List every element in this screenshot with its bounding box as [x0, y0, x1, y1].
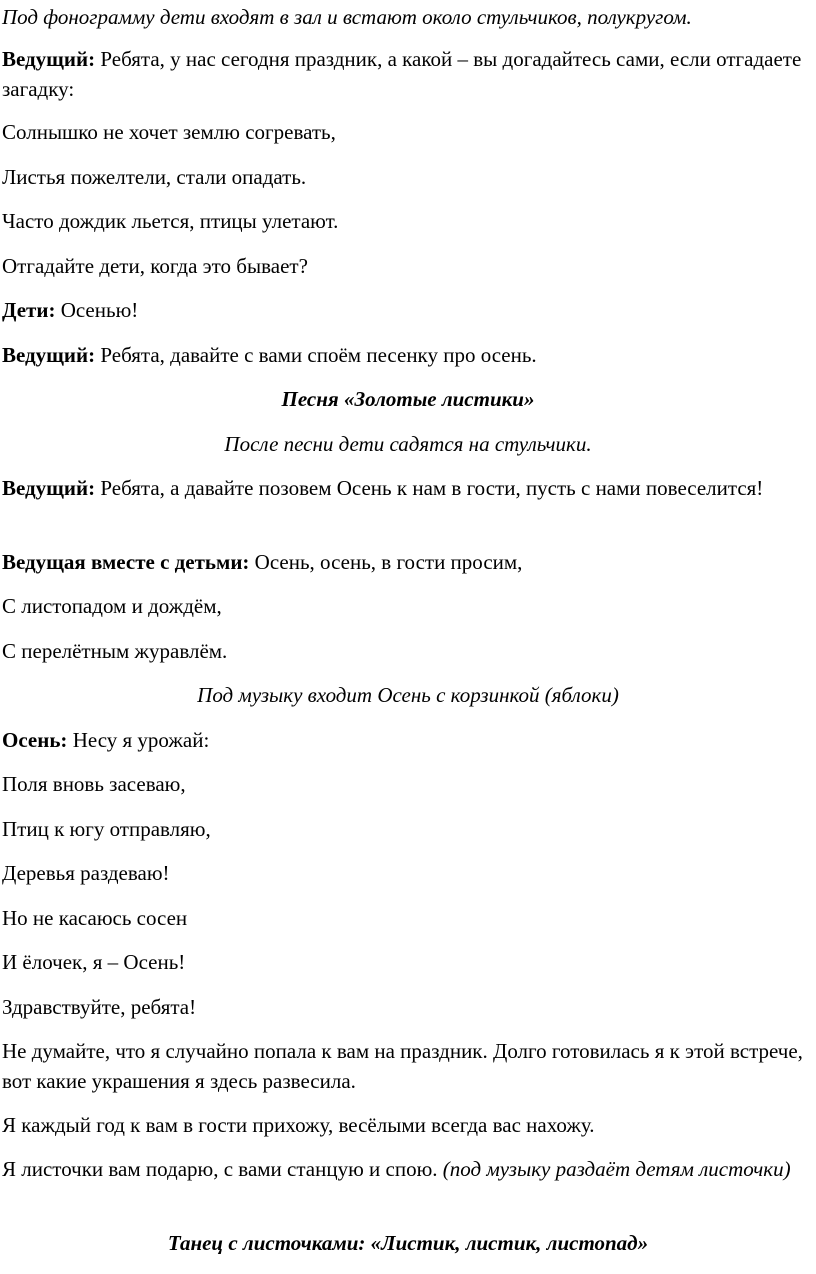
- speaker-label: Ведущий:: [2, 47, 96, 71]
- stage-direction-autumn-enters: Под музыку входит Осень с корзинкой (яблоки): [197, 683, 619, 707]
- host-children-call-1: Ведущая вместе с детьми: Осень, осень, в гости просим,: [2, 550, 523, 574]
- autumn-line-4: Деревья раздеваю!: [2, 861, 170, 885]
- autumn-line-5: Но не касаюсь сосен: [2, 906, 188, 930]
- autumn-speech-decorations: Не думайте, что я случайно попала к вам на праздник. Долго готовилась я к этой встрече, вот какие украшения я здесь развесила.: [2, 1039, 803, 1094]
- riddle-line-4: Отгадайте дети, когда это бывает?: [2, 254, 308, 278]
- riddle-line-2: Листья пожелтели, стали опадать.: [2, 165, 307, 189]
- stage-direction-after-song: После песни дети садятся на стульчики.: [224, 432, 592, 456]
- song-title: Песня «Золотые листики»: [281, 387, 535, 411]
- speaker-label: Ведущий:: [2, 476, 96, 500]
- riddle-line-3: Часто дождик льется, птицы улетают.: [2, 209, 339, 233]
- autumn-line-1: Осень: Несу я урожай:: [2, 728, 210, 752]
- speaker-label: Ведущий:: [2, 343, 96, 367]
- autumn-line-3: Птиц к югу отправляю,: [2, 817, 211, 841]
- autumn-greeting: Здравствуйте, ребята!: [2, 995, 197, 1019]
- host-children-call-3: С перелётным журавлём.: [2, 639, 228, 663]
- autumn-speech-leaves: Я листочки вам подарю, с вами станцую и спою. (под музыку раздаёт детям листочки): [2, 1157, 791, 1181]
- host-line-intro: Ведущий: Ребята, у нас сегодня праздник, а какой – вы догадайтесь сами, если отгадаете загадку:: [2, 47, 802, 102]
- stage-direction-entrance: Под фонограмму дети входят в зал и встают около стульчиков, полукругом.: [2, 5, 692, 29]
- autumn-line-6: И ёлочек, я – Осень!: [2, 950, 186, 974]
- children-answer: Дети: Осенью!: [2, 298, 139, 322]
- riddle-line-1: Солнышко не хочет землю согревать,: [2, 120, 336, 144]
- autumn-speech-visits: Я каждый год к вам в гости прихожу, весёлыми всегда вас нахожу.: [2, 1113, 595, 1137]
- dance-title: Танец с листочками: «Листик, листик, листопад»: [167, 1231, 649, 1255]
- host-line-invite: Ведущий: Ребята, а давайте позовем Осень к нам в гости, пусть с нами повеселится!: [2, 476, 764, 500]
- speaker-label: Осень:: [2, 728, 68, 752]
- host-children-call-2: С листопадом и дождём,: [2, 594, 222, 618]
- autumn-line-2: Поля вновь засеваю,: [2, 772, 186, 796]
- stage-direction-inline: (под музыку раздаёт детям листочки): [442, 1157, 791, 1181]
- host-line-song: Ведущий: Ребята, давайте с вами споём песенку про осень.: [2, 343, 537, 367]
- speaker-label: Ведущая вместе с детьми:: [2, 550, 250, 574]
- speaker-label: Дети:: [2, 298, 56, 322]
